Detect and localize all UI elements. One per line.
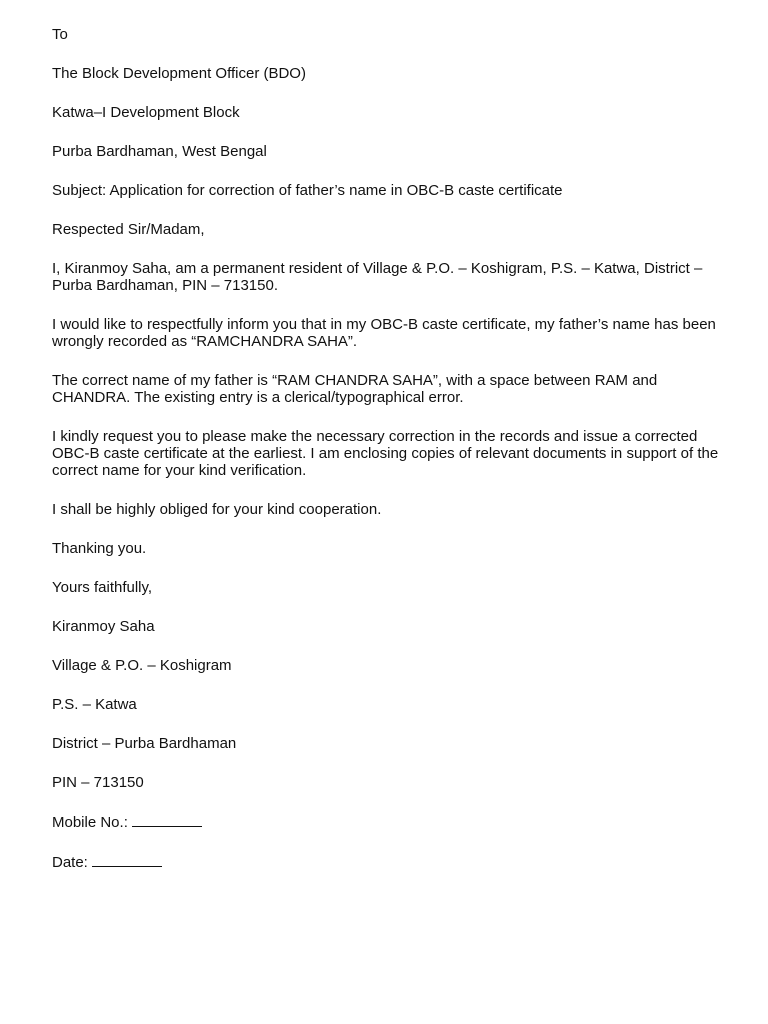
mobile-blank <box>132 813 202 827</box>
body-paragraph-5: I shall be highly obliged for your kind cooperation. <box>52 501 382 518</box>
body-paragraph-3: The correct name of my father is “RAM CHANDRA SAHA”, with a space between RAM and CHANDRA. The existing entry is a clerical/typographical error. <box>52 372 658 406</box>
sender-name: Kiranmoy Saha <box>52 618 155 635</box>
body-paragraph-4: I kindly request you to please make the necessary correction in the records and issue a corrected OBC-B caste certificate at the earliest. I am enclosing copies of relevant documents in support of the correct name for your kind verification. <box>52 428 719 479</box>
letter-salutation: Respected Sir/Madam, <box>52 221 205 238</box>
recipient-location: Purba Bardhaman, West Bengal <box>52 143 267 160</box>
date-blank <box>92 853 162 867</box>
sender-district: District – Purba Bardhaman <box>52 735 237 752</box>
letter-thanks: Thanking you. <box>52 540 147 557</box>
letter-closing: Yours faithfully, <box>52 579 153 596</box>
sender-ps: P.S. – Katwa <box>52 696 137 713</box>
date-line <box>52 853 720 871</box>
letter-subject: Subject: Application for correction of father’s name in OBC-B caste certificate <box>52 182 563 199</box>
date-label: Date: <box>52 854 88 871</box>
body-paragraph-1: I, Kiranmoy Saha, am a permanent resident of Village & P.O. – Koshigram, P.S. – Katwa, District – Purba Bardhaman, PIN – 713150. <box>52 260 703 294</box>
letter-to: To <box>52 26 68 43</box>
recipient-title: The Block Development Officer (BDO) <box>52 65 306 82</box>
sender-village: Village & P.O. – Koshigram <box>52 657 232 674</box>
mobile-line <box>52 813 720 831</box>
letter-page <box>52 26 720 871</box>
body-paragraph-2: I would like to respectfully inform you that in my OBC-B caste certificate, my father’s name has been wrongly recorded as “RAMCHANDRA SAHA”. <box>52 316 716 350</box>
sender-pin: PIN – 713150 <box>52 774 144 791</box>
recipient-office: Katwa–I Development Block <box>52 104 240 121</box>
mobile-label: Mobile No.: <box>52 814 128 831</box>
